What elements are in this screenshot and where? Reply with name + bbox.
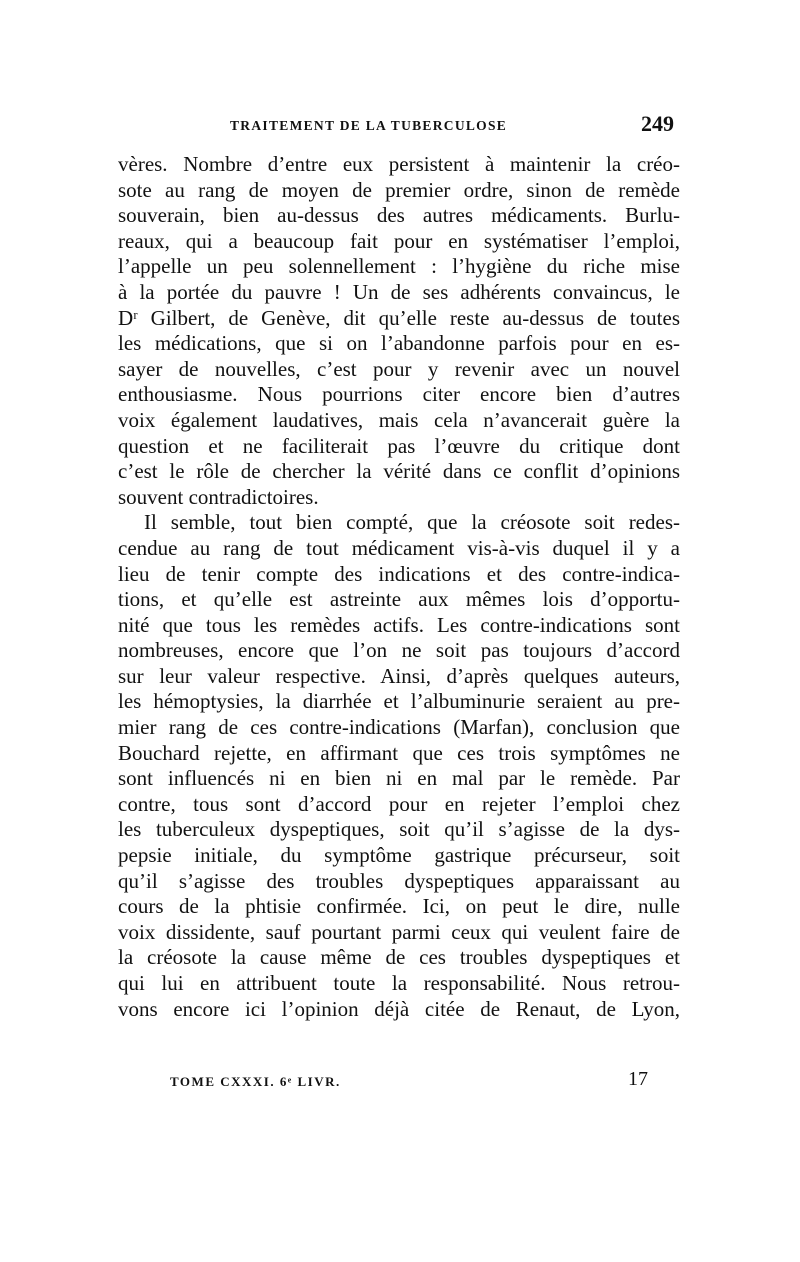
text-line: nité que tous les remèdes actifs. Les contre-indications sont <box>118 612 680 637</box>
text-line: contre, tous sont d’accord pour en rejeter l’emploi chez <box>118 791 680 816</box>
page-header <box>118 111 680 144</box>
text-line: les hémoptysies, la diarrhée et l’albuminurie seraient au pre- <box>118 689 680 714</box>
text-line: cendue au rang de tout médicament vis-à-vis duquel il y a <box>118 535 680 560</box>
text-line: qu’il s’agisse des troubles dyspeptiques apparaissant au <box>118 868 680 893</box>
text-line: vères. Nombre d’entre eux persistent à maintenir la créo- <box>118 152 680 176</box>
text-line: lieu de tenir compte des indications et des contre-indica- <box>118 561 680 586</box>
text-line: question et ne faciliterait pas l’œuvre du critique dont <box>118 433 680 458</box>
text-line: reaux, qui a beaucoup fait pour en systématiser l’emploi, <box>118 228 680 253</box>
text-line: sont influencés ni en bien ni en mal par le remède. Par <box>118 766 680 791</box>
text-line: Dʳ Gilbert, de Genève, dit qu’elle reste au-dessus de toutes <box>118 305 680 330</box>
text-line: voix également laudatives, mais cela n’avancerait guère la <box>118 407 680 432</box>
text-line: c’est le rôle de chercher la vérité dans ce conflit d’opinions <box>118 459 680 484</box>
signature-mark: 17 <box>628 1068 648 1090</box>
body-text <box>118 152 680 1022</box>
text-line: sayer de nouvelles, c’est pour y revenir avec un nouvel <box>118 356 680 381</box>
text-line: souvent contradictoires. <box>118 484 319 509</box>
running-title: TRAITEMENT DE LA TUBERCULOSE <box>230 118 508 133</box>
text-line: mier rang de ces contre-indications (Marfan), conclusion que <box>118 715 680 740</box>
text-line: Il semble, tout bien compté, que la créosote soit redes- <box>144 510 680 535</box>
text-line: les médications, que si on l’abandonne parfois pour en es- <box>118 331 680 356</box>
page-footer <box>118 1066 680 1096</box>
text-line: à la portée du pauvre ! Un de ses adhérents convaincus, le <box>118 279 680 304</box>
text-line: la créosote la cause même de ces troubles dyspeptiques et <box>118 945 680 970</box>
text-line: cours de la phtisie confirmée. Ici, on peut le dire, nulle <box>118 894 680 919</box>
text-line: nombreuses, encore que l’on ne soit pas toujours d’accord <box>118 638 680 663</box>
text-line: voix dissidente, sauf pourtant parmi ceux qui veulent faire de <box>118 919 680 944</box>
text-line: sur leur valeur respective. Ainsi, d’après quelques auteurs, <box>118 663 680 688</box>
text-line: l’appelle un peu solennellement : l’hygiène du riche mise <box>118 254 680 279</box>
volume-note: TOME CXXXI. 6ᵉ LIVR. <box>170 1074 341 1089</box>
text-line: pepsie initiale, du symptôme gastrique précurseur, soit <box>118 843 680 868</box>
text-line: vons encore ici l’opinion déjà citée de Renaut, de Lyon, <box>118 996 680 1021</box>
text-line: tions, et qu’elle est astreinte aux mêmes lois d’opportu- <box>118 587 680 612</box>
text-line: souverain, bien au-dessus des autres médicaments. Burlu- <box>118 203 680 228</box>
text-line: enthousiasme. Nous pourrions citer encore bien d’autres <box>118 382 680 407</box>
text-line: sote au rang de moyen de premier ordre, sinon de remède <box>118 177 680 202</box>
text-line: Bouchard rejette, en affirmant que ces trois symptômes ne <box>118 740 680 765</box>
text-line: les tuberculeux dyspeptiques, soit qu’il s’agisse de la dys- <box>118 817 680 842</box>
page-number: 249 <box>641 111 674 136</box>
text-line: qui lui en attribuent toute la responsabilité. Nous retrou- <box>118 971 680 995</box>
